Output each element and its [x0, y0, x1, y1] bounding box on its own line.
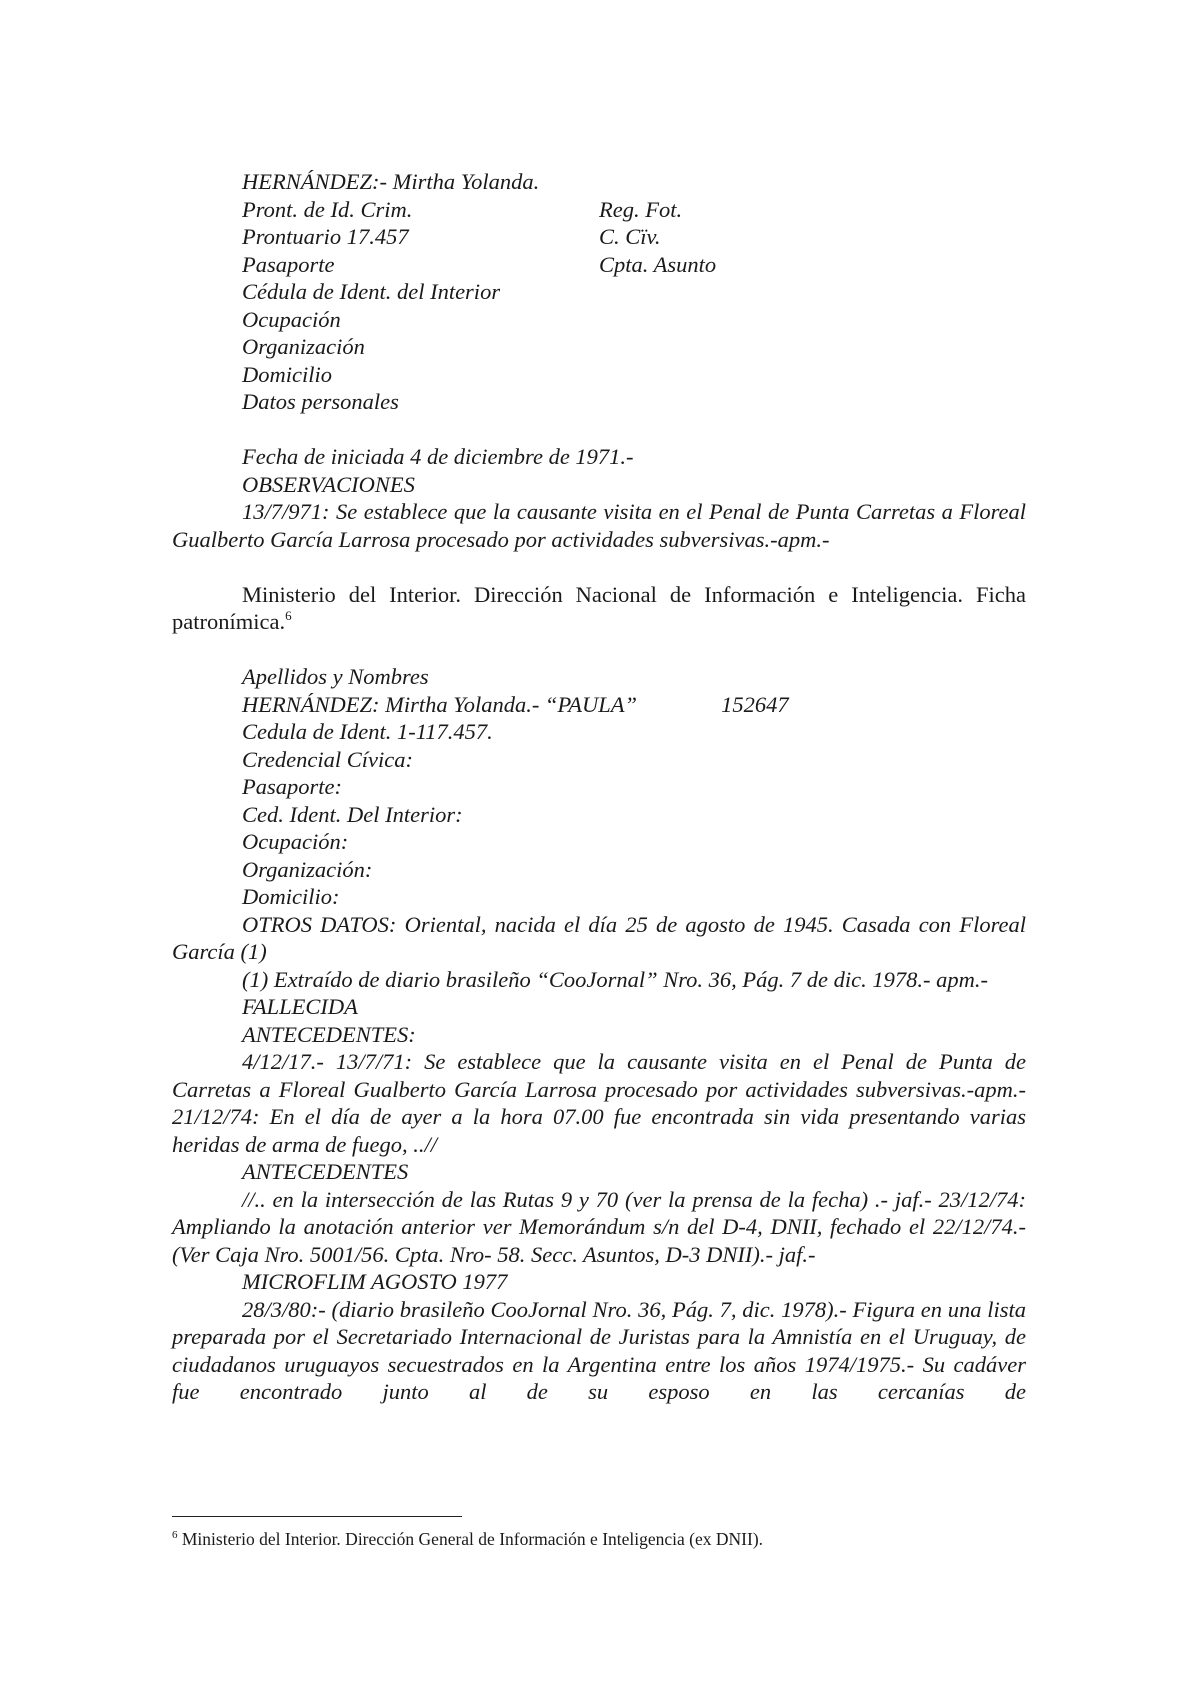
footnote-ref: 6 [285, 608, 292, 623]
observacion-paragraph: 13/7/971: Se establece que la causante visita en el Penal de Punta Carretas a Floreal Gualberto García Larrosa procesado por actividades subversivas.-apm.- [172, 499, 1026, 552]
record-row [172, 223, 1026, 251]
ficha-field: Ocupación: [242, 829, 349, 854]
microfilm-paragraph: 28/3/80:- (diario brasileño CooJornal Nro. 36, Pág. 7, dic. 1978).- Figura en una lista preparada por el Secretariado Internacional de Juristas para la Amnistía en el Uruguay, de ciudadanos uruguayos secuestrados en la Argentina entre los años 1974/1975.- Su cadáver fue encontrado junto al de su esposo en las cercanías de [172, 1296, 1026, 1404]
record-field: Ocupación [242, 306, 341, 332]
record-date: Fecha de iniciada 4 de diciembre de 1971.- [242, 444, 634, 469]
source-text: Ministerio del Interior. Dirección Nacional de Información e Inteligencia. Ficha patronímica. [172, 581, 1026, 634]
antecedentes-paragraph: 4/12/17.- 13/7/71: Se establece que la causante visita en el Penal de Punta de Carretas a Floreal Gualberto García Larrosa procesado por actividades subversivas.-apm.- 21/12/74: En el día de ayer a la hora 07.00 fue encontrada sin vida presentando varias heridas de arma de fuego, ..// [172, 1049, 1026, 1157]
ficha-number: 152647 [721, 691, 789, 717]
ficha-cedula: Cedula de Ident. 1-117.457. [242, 719, 493, 744]
record-row-right: C. Cïv. [599, 224, 661, 249]
ficha-field: Ced. Ident. Del Interior: [242, 801, 463, 827]
record-row-left: Pront. de Id. Crim. [242, 196, 413, 222]
record-row-right: Cpta. Asunto [599, 251, 717, 277]
footnote-text: Ministerio del Interior. Dirección General de Información e Inteligencia (ex DNII). [181, 1529, 764, 1549]
record-field: Organización [242, 334, 365, 359]
nota-paragraph: (1) Extraído de diario brasileño “CooJornal” Nro. 36, Pág. 7 de dic. 1978.- apm.- [242, 966, 989, 992]
ficha-name: HERNÁNDEZ: Mirtha Yolanda.- “PAULA” [242, 691, 638, 717]
source-paragraph [172, 581, 1026, 636]
record-row-left: Pasaporte [242, 251, 335, 277]
apellidos-label: Apellidos y Nombres [242, 664, 429, 689]
observaciones-heading: OBSERVACIONES [242, 471, 415, 497]
record-field: Domicilio [242, 361, 332, 387]
antecedentes-heading: ANTECEDENTES [242, 1159, 409, 1184]
record-row [172, 196, 1026, 224]
ficha-name-line [172, 691, 1026, 719]
document-body [172, 168, 1026, 1406]
record-field: Datos personales [242, 389, 399, 414]
record-row [172, 251, 1026, 279]
footnote-divider [172, 1516, 462, 1517]
antecedentes-paragraph: //.. en la intersección de las Rutas 9 y 70 (ver la prensa de la fecha) .- jaf.- 23/12/74: Ampliando la anotación anterior ver Memorándum s/n del D-4, DNII, fechado el 22/12/74.- (Ver Caja Nro. 5001/56. Cpta. Nro- 58. Secc. Asuntos, D-3 DNII).- jaf.- [172, 1186, 1026, 1267]
record-field: Cédula de Ident. del Interior [242, 279, 501, 304]
record-row-right: Reg. Fot. [599, 196, 683, 222]
record-name: HERNÁNDEZ:- Mirtha Yolanda. [242, 169, 540, 194]
footnote-number: 6 [172, 1529, 178, 1541]
ficha-field: Pasaporte: [242, 774, 342, 799]
ficha-field: Organización: [242, 856, 373, 882]
record-row-left: Prontuario 17.457 [242, 224, 409, 249]
antecedentes-heading: ANTECEDENTES: [242, 1021, 416, 1047]
footnote [172, 1528, 763, 1550]
microfilm-heading: MICROFLIM AGOSTO 1977 [242, 1269, 508, 1294]
ficha-field: Domicilio: [242, 884, 340, 909]
otros-datos-paragraph: OTROS DATOS: Oriental, nacida el día 25 de agosto de 1945. Casada con Floreal García (1) [172, 911, 1026, 964]
ficha-field: Credencial Cívica: [242, 746, 413, 772]
fallecida-label: FALLECIDA [242, 994, 358, 1019]
